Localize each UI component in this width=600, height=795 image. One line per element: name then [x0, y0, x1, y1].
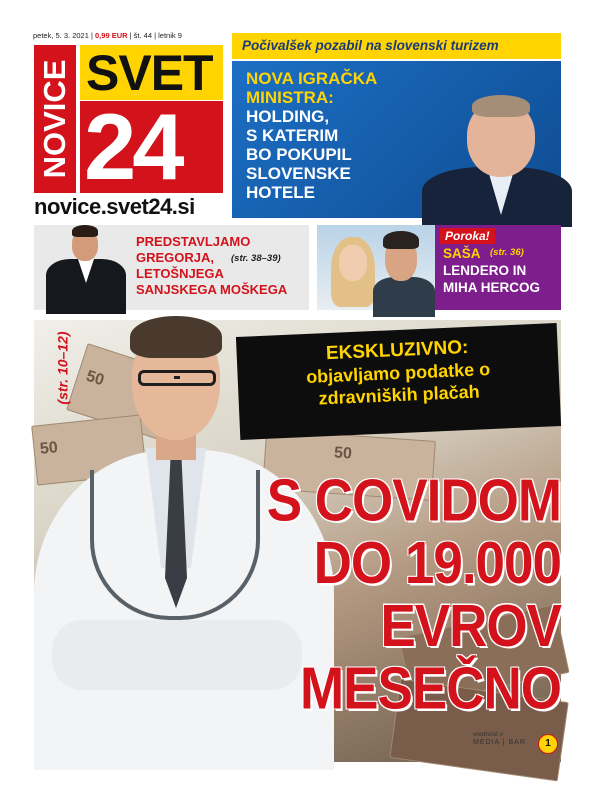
- mediabar-brand: MEDIA | BAR: [473, 739, 526, 746]
- main-headline: [225, 467, 561, 722]
- mediabar-label: vrednost v: [473, 731, 503, 738]
- headline-line-2: DO 19.000: [313, 530, 561, 597]
- minister-line-5: BO POKUPIL: [246, 145, 352, 164]
- mediabar-note: [473, 731, 526, 747]
- banknote-value: 50: [83, 367, 107, 390]
- exclusive-kicker: EKSKLUZIVNO:: [325, 336, 469, 365]
- wedding-tag: Poroka!: [440, 228, 495, 244]
- issue-volume: letnik 9: [158, 31, 182, 40]
- issue-date: petek, 5. 3. 2021: [33, 31, 89, 40]
- gregor-line-1: PREDSTAVLJAMO: [136, 234, 251, 249]
- masthead-number-label: 24: [84, 94, 181, 199]
- gregor-photo-hair: [72, 225, 98, 237]
- headline-line-4: MESEČNO: [300, 655, 561, 722]
- minister-line-3: HOLDING,: [246, 107, 330, 126]
- minister-line-6: SLOVENSKE: [246, 164, 351, 183]
- gregor-headline: [136, 234, 287, 298]
- headline-line-3: EVROV: [380, 593, 561, 660]
- top-banner-text: Počivalšek pozabil na slovenski turizem: [242, 38, 499, 53]
- minister-story[interactable]: [232, 61, 574, 218]
- wedding-photo-man-body: [373, 277, 435, 317]
- exclusive-deck-1: objavljamo podatke o: [305, 359, 491, 388]
- masthead-svet-label: SVET: [86, 45, 213, 101]
- minister-line-2: MINISTRA:: [246, 88, 334, 107]
- doctor-glasses-bridge: [174, 376, 180, 379]
- gregor-line-4: SANJSKEGA MOŠKEGA: [136, 282, 288, 297]
- gregor-story[interactable]: [34, 225, 309, 310]
- gregor-line-3: LETOŠNJEGA: [136, 266, 224, 281]
- minister-line-1: NOVA IGRAČKA: [246, 69, 378, 88]
- wedding-pages: (str. 36): [490, 247, 524, 258]
- headline-line-1: S COVIDOM: [266, 467, 561, 534]
- minister-photo-hair: [472, 95, 530, 117]
- doctor-hair: [130, 316, 222, 358]
- wedding-line-2: LENDERO IN: [443, 263, 527, 278]
- wedding-story[interactable]: [317, 225, 561, 310]
- masthead-url[interactable]: novice.svet24.si: [34, 194, 195, 219]
- wedding-line-3: MIHA HERCOG: [443, 280, 540, 295]
- banknote-value: 50: [39, 439, 59, 458]
- wedding-photo-man-hair: [383, 231, 419, 249]
- issue-line: petek, 5. 3. 2021 | 0,99 EUR | št. 44 | letnik 9: [33, 31, 182, 40]
- masthead-number: [80, 94, 223, 199]
- main-pages: (str. 10–12): [54, 331, 71, 405]
- tocka-badge: 1: [538, 734, 558, 754]
- minister-headline: [246, 69, 406, 202]
- exclusive-deck-2: zdravniških plačah: [318, 381, 480, 409]
- issue-number: št. 44: [133, 31, 153, 40]
- wedding-line-1: SAŠA: [443, 246, 481, 261]
- masthead-novice-label: NOVICE: [37, 59, 72, 179]
- banknote-value: 50: [333, 444, 353, 463]
- wedding-photo: [317, 225, 435, 310]
- issue-price: 0,99 EUR: [95, 31, 128, 40]
- masthead-novice: [34, 45, 76, 193]
- exclusive-text: [236, 333, 560, 413]
- wedding-photo-woman-face: [339, 245, 367, 281]
- minister-line-4: S KATERIM: [246, 126, 339, 145]
- exclusive-box[interactable]: [236, 323, 561, 440]
- minister-pages: (str. 4–6): [557, 96, 574, 154]
- masthead-svet: [80, 45, 223, 100]
- gregor-pages: (str. 38–39): [231, 253, 281, 264]
- gregor-line-2: GREGORJA,: [136, 250, 215, 265]
- minister-line-7: HOTELE: [246, 183, 315, 202]
- top-banner[interactable]: [232, 33, 561, 59]
